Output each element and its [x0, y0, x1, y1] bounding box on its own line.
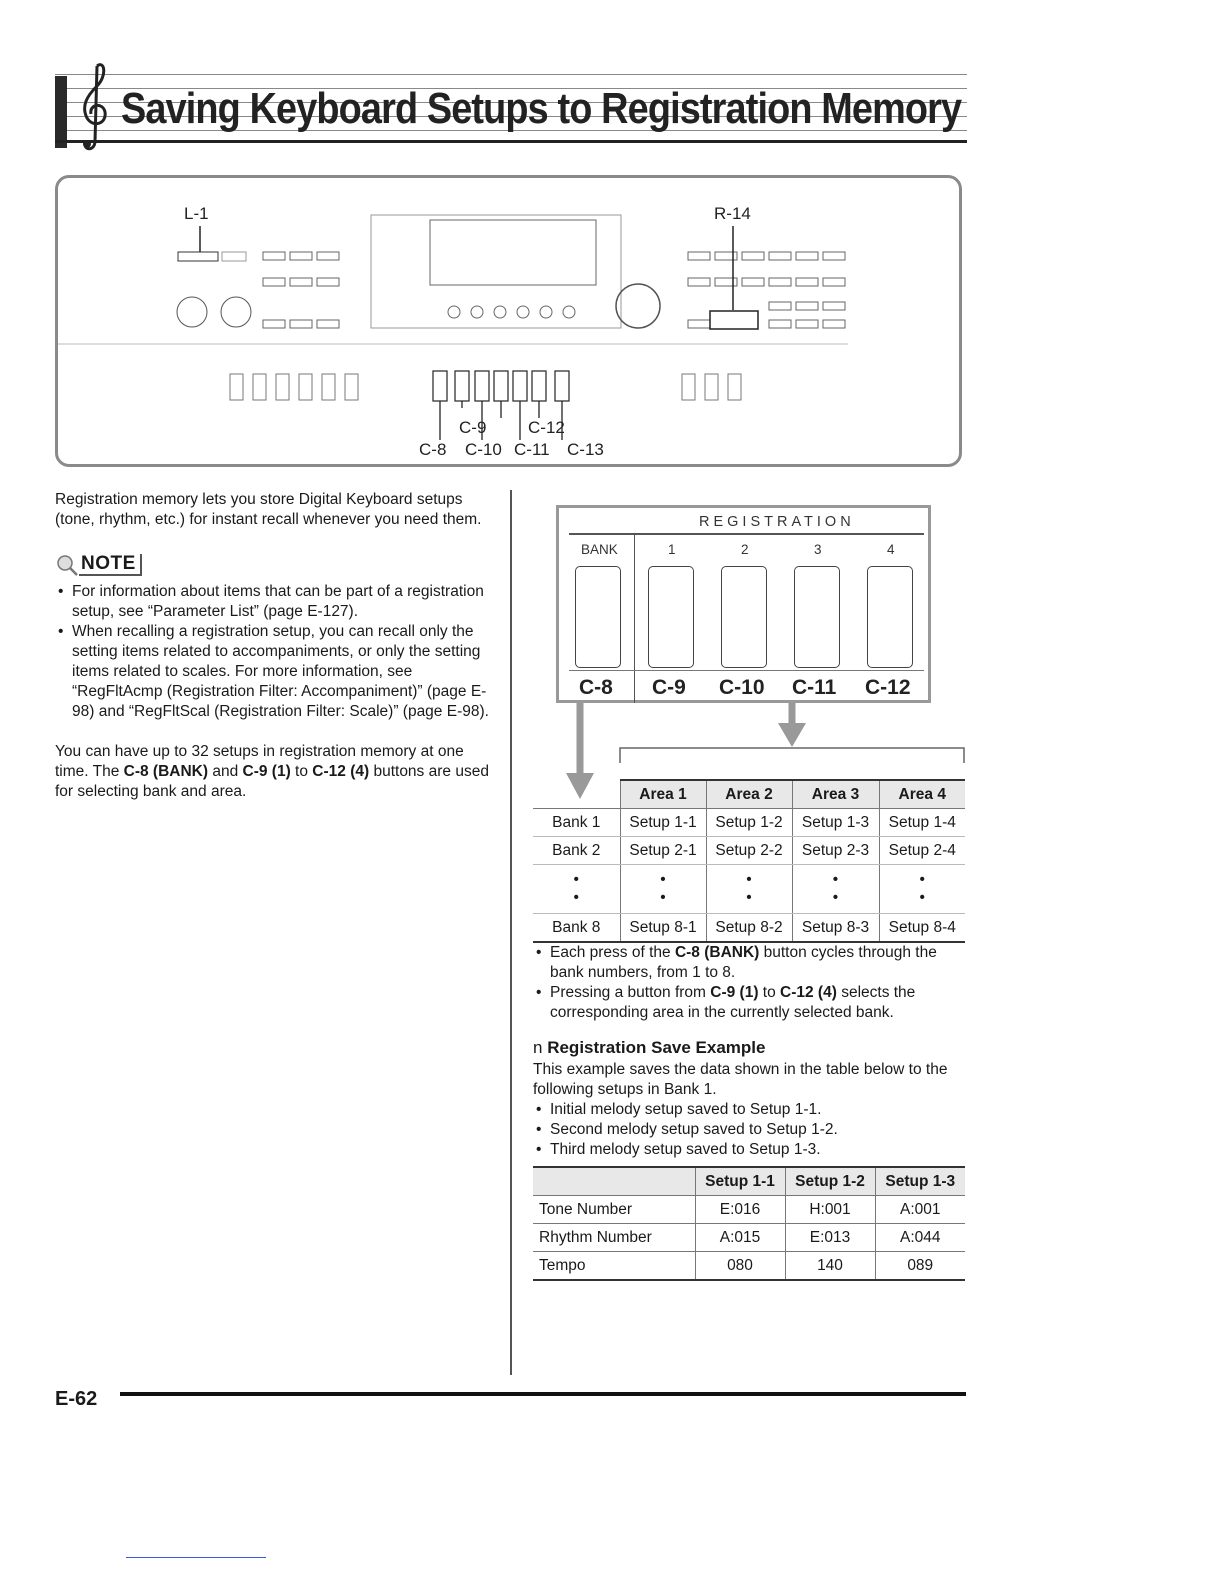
table-row: Bank 1 Setup 1-1 Setup 1-2 Setup 1-3 Setup 1-4: [533, 809, 965, 837]
area-4-button: [867, 566, 913, 668]
area-3-button: [794, 566, 840, 668]
page-header: [55, 58, 967, 158]
save-example-table: [533, 1166, 965, 1281]
registration-diagram: [556, 505, 931, 703]
label-1: 1: [668, 542, 676, 557]
save-example-intro: This example saves the data shown in the table below to the following setups in Bank 1.: [533, 1061, 948, 1098]
callout-c9: C-9: [459, 418, 487, 437]
code-c11: C-11: [792, 676, 837, 699]
list-item: • Third melody setup saved to Setup 1-3.: [533, 1140, 965, 1160]
callout-c11: C-11: [514, 440, 550, 459]
footer-link-line: [126, 1557, 266, 1558]
save-example-heading: n Registration Save Example: [533, 1038, 766, 1057]
list-item: • Initial melody setup saved to Setup 1-1.: [533, 1100, 965, 1120]
ellipsis-row: • • • • • • • • • •: [533, 865, 965, 914]
area-2-button: [721, 566, 767, 668]
header-area-4: Area 4: [879, 780, 965, 809]
note-item: • Each press of the C-8 (BANK) button cycles through the bank numbers, from 1 to 8.: [533, 943, 965, 983]
callout-c12: C-12: [528, 418, 565, 437]
callout-c10: C-10: [465, 440, 502, 459]
note-label: NOTE: [79, 554, 142, 576]
note-item: • When recalling a registration setup, you can recall only the setting items related to accompaniments, or only the setting items related to scales. For more information, see “RegFltAcmp (Registration Filter: Accompaniment)” (page E-98) and “RegFltScal (Registration Filter: Scale)” (page E-98).: [55, 622, 495, 722]
bank-area-table: [533, 779, 965, 943]
table-row: Tempo 080 140 089: [533, 1252, 965, 1281]
table-row: Tone Number E:016 H:001 A:001: [533, 1196, 965, 1224]
code-c10: C-10: [719, 676, 765, 699]
page-number: E-62: [55, 1388, 98, 1410]
label-bank: BANK: [581, 542, 618, 557]
header-setup-1-1: Setup 1-1: [695, 1167, 785, 1196]
magnifier-icon: [55, 554, 79, 576]
table-row: Bank 8 Setup 8-1 Setup 8-2 Setup 8-3 Setup 8-4: [533, 914, 965, 943]
note-header: [55, 554, 495, 576]
code-c9: C-9: [652, 676, 686, 699]
title-bar-block: [55, 76, 67, 148]
save-example-section: [533, 1038, 965, 1160]
column-divider: [510, 490, 512, 1375]
registration-title: REGISTRATION: [699, 514, 855, 530]
header-setup-1-3: Setup 1-3: [875, 1167, 965, 1196]
note-item: • For information about items that can be part of a registration setup, see “Parameter List” (page E-127).: [55, 582, 495, 622]
header-area-3: Area 3: [792, 780, 879, 809]
panel-drawing: [58, 178, 959, 464]
header-area-2: Area 2: [706, 780, 792, 809]
table-row: Bank 2 Setup 2-1 Setup 2-2 Setup 2-3 Setup 2-4: [533, 837, 965, 865]
footer-rule: [120, 1392, 966, 1396]
note-list: [55, 582, 495, 722]
callout-r14: R-14: [714, 204, 751, 223]
label-2: 2: [741, 542, 749, 557]
callout-c13: C-13: [567, 440, 604, 459]
area-1-button: [648, 566, 694, 668]
page-title: Saving Keyboard Setups to Registration Memory: [121, 84, 962, 133]
bank-notes: [533, 943, 965, 1023]
header-setup-1-2: Setup 1-2: [785, 1167, 875, 1196]
intro-paragraph: Registration memory lets you store Digital Keyboard setups (tone, rhythm, etc.) for instant recall whenever you need them.: [55, 491, 482, 528]
callout-c8: C-8: [419, 440, 447, 459]
callout-l1: L-1: [184, 204, 209, 223]
header-area-1: Area 1: [620, 780, 706, 809]
label-3: 3: [814, 542, 822, 557]
keyboard-panel-illustration: [55, 175, 962, 467]
code-c8: C-8: [579, 676, 613, 699]
list-item: • Second melody setup saved to Setup 1-2.: [533, 1120, 965, 1140]
code-c12: C-12: [865, 676, 911, 699]
label-4: 4: [887, 542, 895, 557]
setups-paragraph: You can have up to 32 setups in registration memory at one time. The C-8 (BANK) and C-9 (1) to C-12 (4) buttons are used for selecting bank and area.: [55, 743, 489, 800]
note-item: • Pressing a button from C-9 (1) to C-12 (4) selects the corresponding area in the currently selected bank.: [533, 983, 965, 1023]
table-row: Rhythm Number A:015 E:013 A:044: [533, 1224, 965, 1252]
left-column: [55, 490, 495, 802]
bank-button: [575, 566, 621, 668]
